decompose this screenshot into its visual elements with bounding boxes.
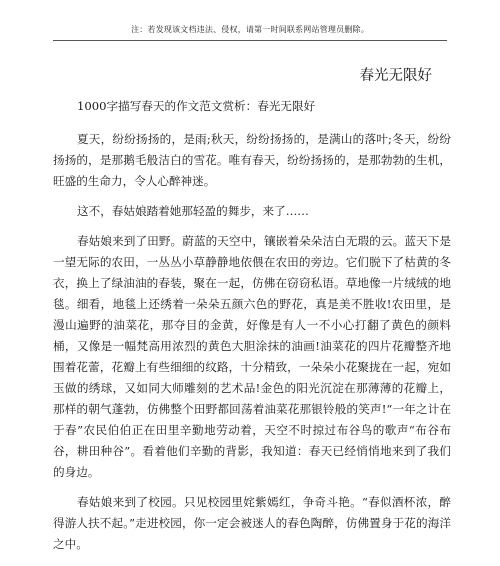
paragraph-arrival: 这不，春姑娘踏着她那轻盈的舞步，来了…… [77, 204, 309, 218]
intro-line: 1000字描写春天的作文范文赏析：春光无限好 [77, 99, 316, 113]
paragraph-fields: 春姑娘来到了田野。蔚蓝的天空中，镶嵌着朵朵洁白无瑕的云。蓝天下是一望无际的农田，一丛丛小草静静地依偎在农田的旁边。它们脱下了枯黄的冬衣，换上了绿油油的春装，聚在一起，仿佛在窃窃私语。草地像一片绒绒的地毯。细看，地毯上还绣着一朵朵五颜六色的野花，真是美不胜收!农田里，是漫山遍野的油菜花，那夺目的金黄，好像是有人一不小心打翻了黄色的颜料桶，又像是一幅梵高用浓烈的黄色大胆涂抹的油画!油菜花的四片花瓣整齐地围着花蕾，花瓣上有些细细的纹路，十分精致，一朵朵小花聚拢在一起，宛如玉做的绣球，又如同大师雕刻的艺术品!金色的阳光沉淀在那薄薄的花瓣上，那样的朝气蓬勃，仿佛整个田野都回荡着油菜花那银铃般的笑声!“一年之计在于春”农民伯伯正在田里辛勤地劳动着，天空不时掠过布谷鸟的歌声“布谷布谷，耕田种谷”。看着他们辛勤的背影，我知道：春天已经悄悄地来到了我们的身边。 [53, 234, 451, 479]
paragraph-campus: 春姑娘来到了校园。只见校园里姹紫嫣红，争奇斗艳。“春似酒杯浓，醉得游人扶不起。”走进校园，你一定会被迷人的春色陶醉，仿佛置身于花的海洋之中。 [53, 495, 451, 551]
paragraph-seasons: 夏天，纷纷扬扬的，是雨;秋天，纷纷扬扬的，是满山的落叶;冬天，纷纷扬扬的，是那鹅毛般洁白的雪花。唯有春天，纷纷扬扬的，是那勃勃的生机，旺盛的生命力，令人心醉神迷。 [53, 132, 451, 188]
document-body [53, 96, 451, 564]
copyright-notice: 注：若发现该文档违法、侵权，请第一时间联系网站管理员删除。 [131, 25, 369, 34]
document-title: 春光无限好 [359, 68, 432, 84]
header-divider [53, 40, 447, 41]
